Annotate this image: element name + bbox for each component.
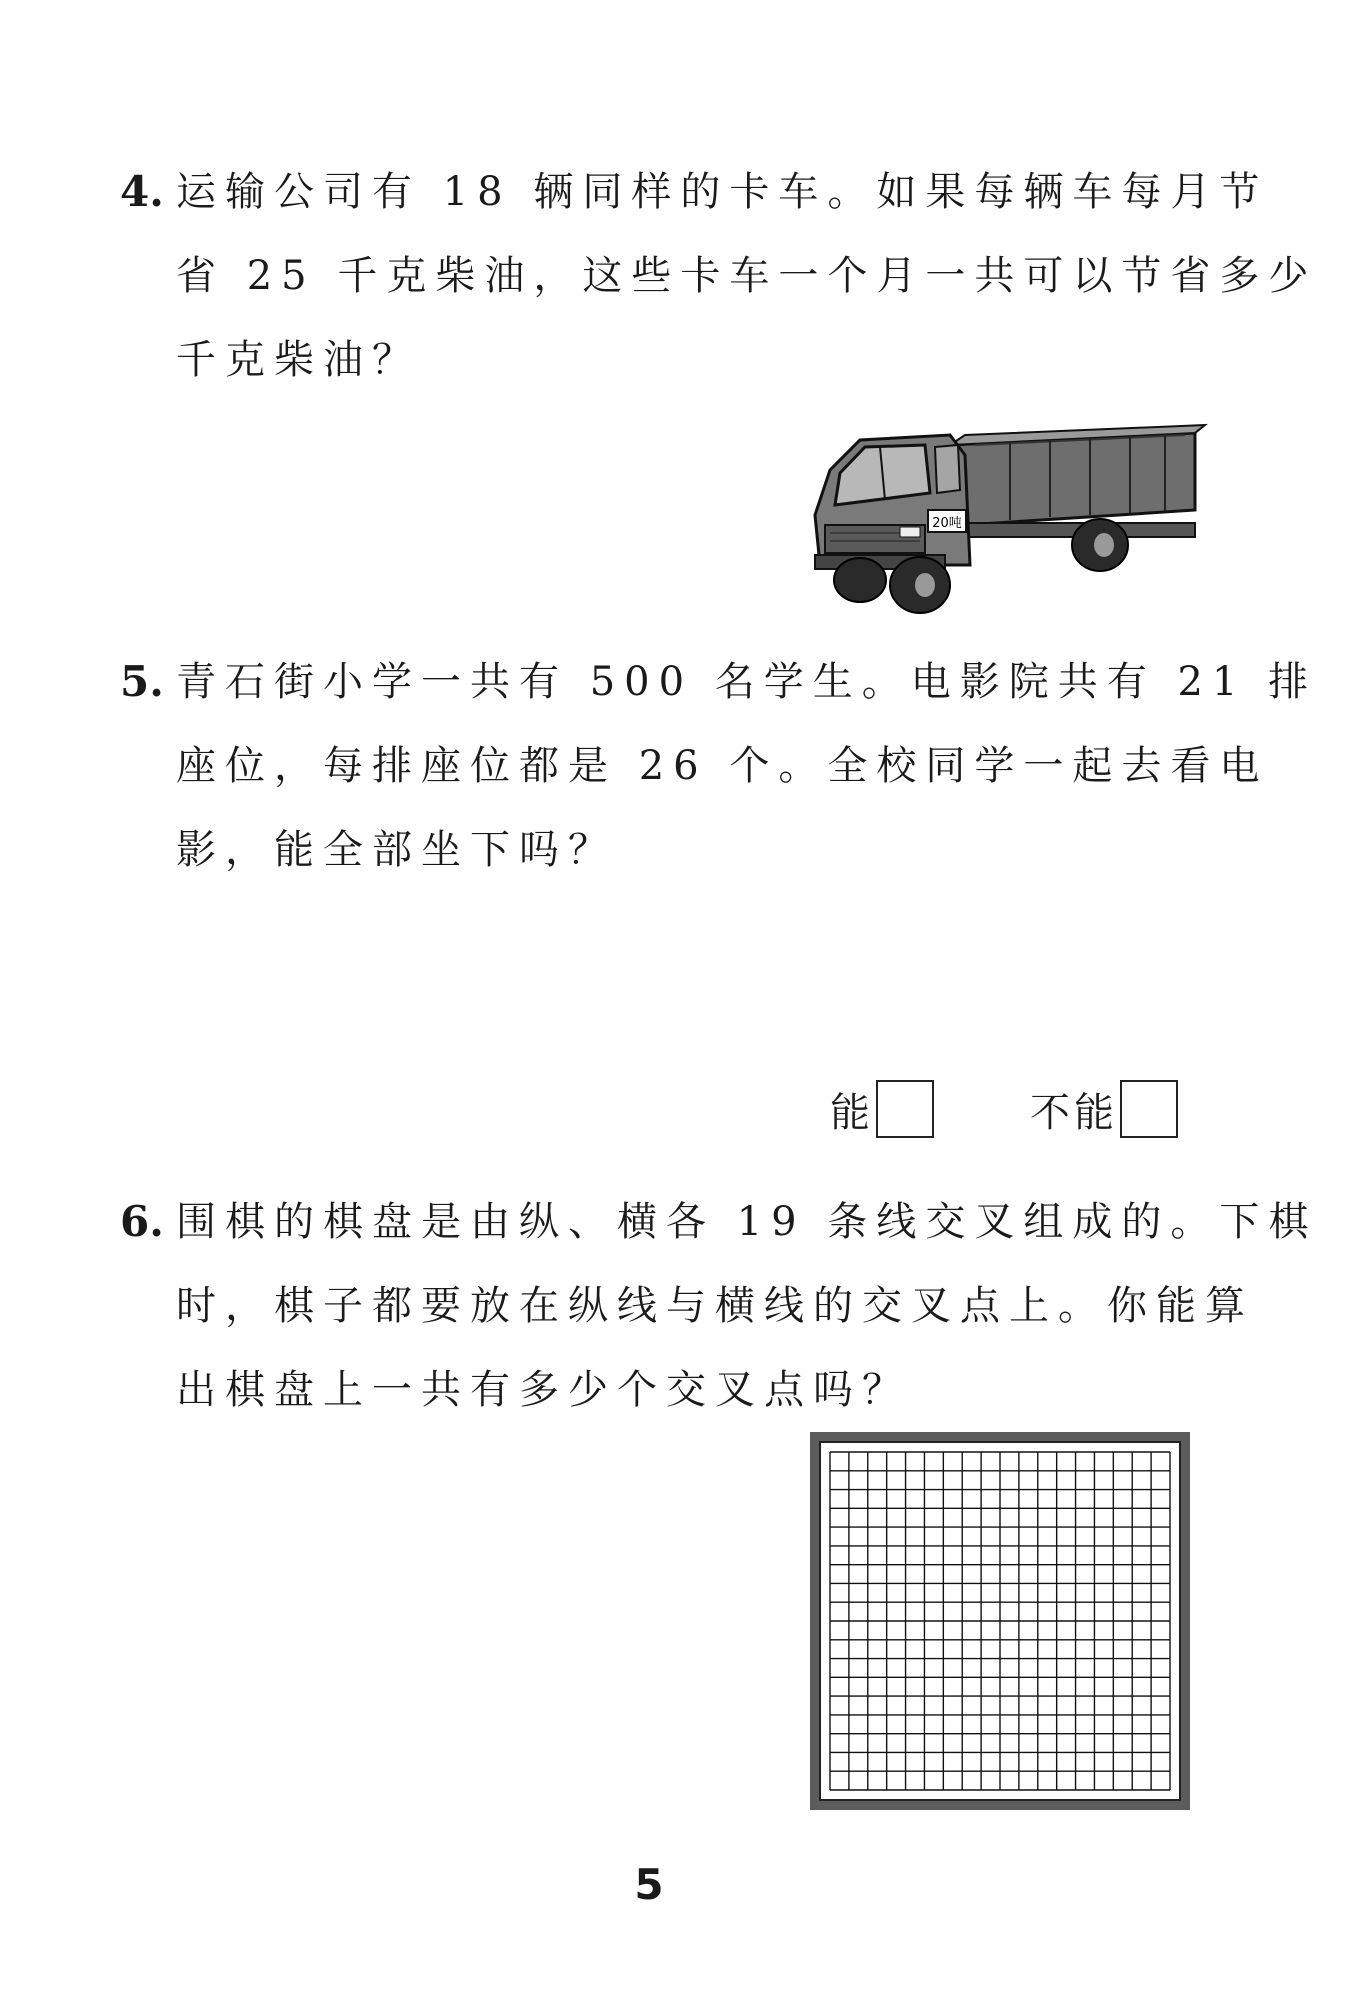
option-no-checkbox[interactable] bbox=[1120, 1080, 1178, 1138]
truck-illustration bbox=[800, 415, 1210, 635]
problem-text-line: 千克柴油？ bbox=[176, 337, 421, 383]
problem-text-line: 省 25 千克柴油，这些卡车一个月一共可以节省多少 bbox=[176, 253, 1318, 299]
problem-number: 6. bbox=[120, 1197, 164, 1246]
problem-text-line: 运输公司有 18 辆同样的卡车。如果每辆车每月节 bbox=[176, 169, 1269, 215]
option-yes bbox=[830, 1080, 934, 1138]
problem-text-line: 围棋的棋盘是由纵、横各 19 条线交叉组成的。下棋 bbox=[176, 1199, 1318, 1245]
go-board-illustration bbox=[810, 1432, 1190, 1810]
problem-number: 4. bbox=[120, 167, 164, 216]
problem-text-line: 影，能全部坐下吗？ bbox=[176, 827, 617, 873]
page-number: 5 bbox=[634, 1860, 664, 1909]
problem-text-line: 时，棋子都要放在纵线与横线的交叉点上。你能算 bbox=[176, 1283, 1254, 1329]
problem-6 bbox=[120, 1180, 1318, 1432]
truck-sign-text: 20吨 bbox=[932, 516, 962, 531]
option-yes-label: 能 bbox=[830, 1089, 874, 1136]
problem-4 bbox=[120, 150, 1318, 402]
option-no-label: 不能 bbox=[1030, 1089, 1118, 1136]
answer-options bbox=[830, 1080, 1210, 1140]
problem-number: 5. bbox=[120, 657, 164, 706]
option-yes-checkbox[interactable] bbox=[876, 1080, 934, 1138]
option-no bbox=[1030, 1080, 1178, 1138]
problem-5 bbox=[120, 640, 1318, 892]
problem-text-line: 青石街小学一共有 500 名学生。电影院共有 21 排 bbox=[176, 659, 1318, 705]
problem-text-line: 座位，每排座位都是 26 个。全校同学一起去看电 bbox=[176, 743, 1269, 789]
problem-text-line: 出棋盘上一共有多少个交叉点吗？ bbox=[176, 1367, 911, 1413]
